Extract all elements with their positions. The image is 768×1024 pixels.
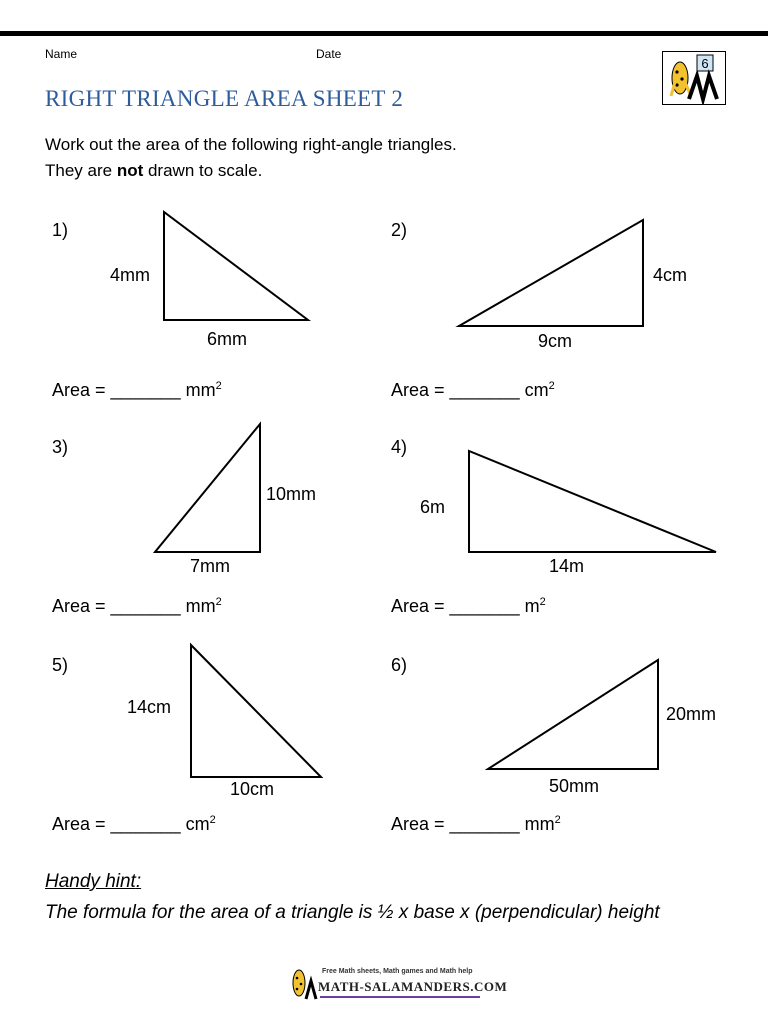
area-exponent: 2 bbox=[215, 380, 222, 392]
footer-tagline: Free Math sheets, Math games and Math help bbox=[322, 968, 473, 975]
area-exponent: 2 bbox=[548, 380, 555, 392]
instruction-emphasis: not bbox=[116, 161, 144, 180]
area-unit: mm bbox=[185, 380, 216, 400]
footer-logo[interactable] bbox=[288, 966, 508, 1000]
date-label: Date bbox=[316, 47, 342, 61]
triangle-3 bbox=[155, 424, 260, 552]
area-unit: cm bbox=[524, 380, 549, 400]
hint-formula: The formula for the area of a triangle is ½ x base x (perpendicular) height bbox=[45, 902, 660, 923]
problem-1-number: 1) bbox=[52, 220, 69, 240]
problem-1-base: 6mm bbox=[207, 329, 247, 349]
triangle-4 bbox=[469, 451, 716, 552]
area-label: Area = _______ bbox=[52, 814, 181, 834]
problem-2-number: 2) bbox=[391, 220, 408, 240]
problem-3-height: 10mm bbox=[266, 484, 317, 504]
problem-1-height: 4mm bbox=[110, 265, 150, 285]
problem-5-answer bbox=[52, 814, 216, 835]
name-label: Name bbox=[45, 47, 78, 61]
area-label: Area = _______ bbox=[391, 380, 520, 400]
problem-3-number: 3) bbox=[52, 437, 69, 457]
page-title: RIGHT TRIANGLE AREA SHEET 2 bbox=[45, 86, 404, 111]
problem-2-answer bbox=[391, 380, 555, 401]
problem-6-height: 20mm bbox=[666, 704, 717, 724]
footer-salamander-icon bbox=[288, 966, 318, 1000]
area-unit: cm bbox=[185, 814, 210, 834]
triangle-1 bbox=[164, 212, 308, 320]
triangle-2 bbox=[459, 220, 643, 326]
problem-5-base: 10cm bbox=[230, 779, 275, 799]
problem-6-number: 6) bbox=[391, 655, 408, 675]
instruction-text: drawn to scale. bbox=[143, 161, 263, 180]
area-label: Area = _______ bbox=[52, 596, 181, 616]
logo-number: 6 bbox=[701, 56, 709, 71]
area-exponent: 2 bbox=[554, 814, 561, 826]
problem-4-number: 4) bbox=[391, 437, 408, 457]
hint-heading bbox=[45, 871, 141, 893]
problem-2-height: 4cm bbox=[653, 265, 688, 285]
footer-underline bbox=[320, 996, 480, 998]
problem-3-answer bbox=[52, 596, 222, 617]
area-unit: mm bbox=[524, 814, 555, 834]
problem-4-base: 14m bbox=[549, 556, 585, 576]
triangle-6 bbox=[488, 660, 658, 769]
area-label: Area = _______ bbox=[391, 814, 520, 834]
hint-heading-text: Handy hint bbox=[45, 871, 136, 892]
instruction-text: They are bbox=[45, 161, 117, 180]
triangle-5 bbox=[191, 645, 321, 777]
area-exponent: 2 bbox=[215, 596, 222, 608]
area-unit: m bbox=[524, 596, 540, 616]
problem-6-answer bbox=[391, 814, 561, 835]
area-label: Area = _______ bbox=[391, 596, 520, 616]
problem-5-height: 14cm bbox=[127, 697, 172, 717]
footer-brand: MATH-SALAMANDERS.COM bbox=[318, 979, 508, 994]
problem-3-base: 7mm bbox=[190, 556, 230, 576]
area-exponent: 2 bbox=[539, 596, 546, 608]
hint-heading-colon: : bbox=[135, 871, 142, 892]
problem-4-answer bbox=[391, 596, 546, 617]
area-label: Area = _______ bbox=[52, 380, 181, 400]
problem-2-base: 9cm bbox=[538, 331, 573, 351]
area-unit: mm bbox=[185, 596, 216, 616]
problem-1-answer bbox=[52, 380, 222, 401]
problem-5-number: 5) bbox=[52, 655, 69, 675]
area-exponent: 2 bbox=[209, 814, 216, 826]
instruction-line-1: Work out the area of the following right-angle triangles. bbox=[45, 135, 457, 154]
problem-6-base: 50mm bbox=[549, 776, 600, 796]
problem-4-height: 6m bbox=[420, 497, 446, 517]
